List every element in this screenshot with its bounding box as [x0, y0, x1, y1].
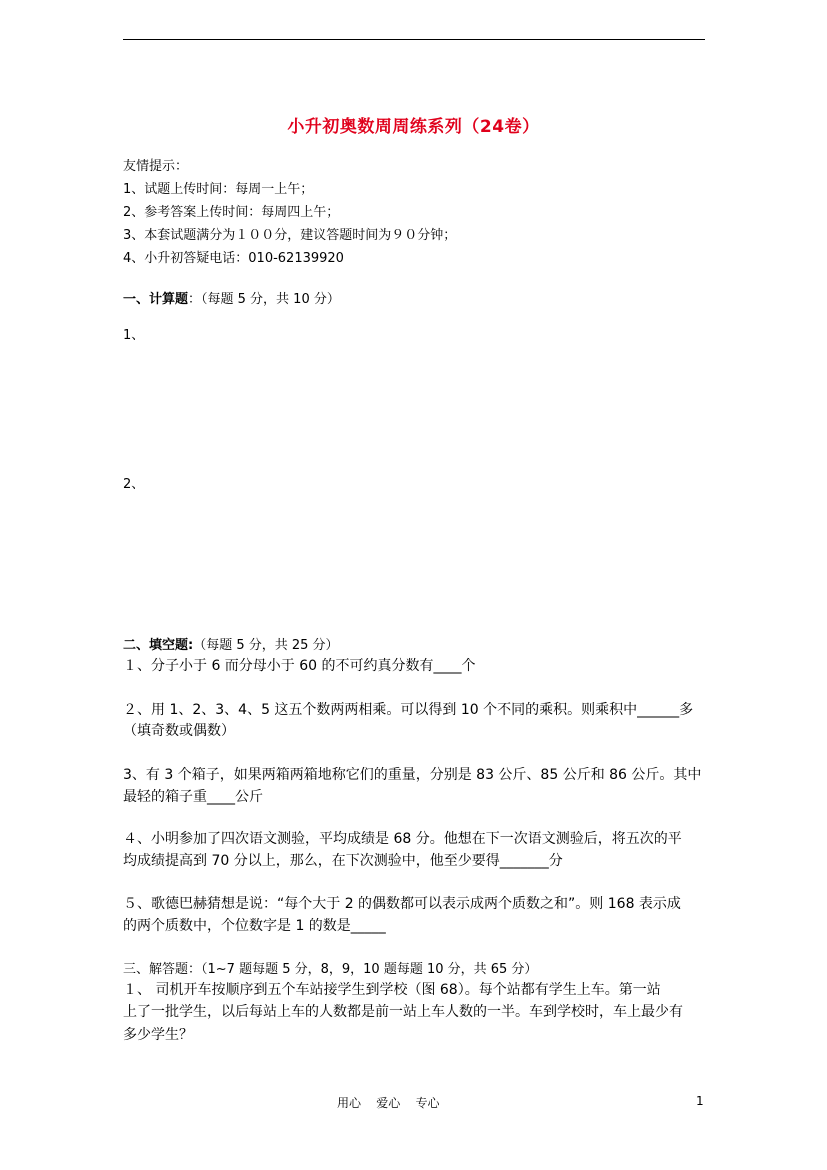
- question-2-1: １、分子小于 6 而分母小于 60 的不可约真分数有____个: [123, 658, 476, 674]
- question-3-1-line3: 多少学生？: [123, 1027, 193, 1043]
- tip-item: 2、参考答案上传时间：每周四上午；: [123, 205, 340, 220]
- section-2-heading: 二、填空题:: [123, 638, 194, 653]
- page-title: 小升初奥数周周练系列（24卷）: [287, 117, 540, 137]
- section-1-heading: 一、计算题: [123, 292, 189, 307]
- question-1-2: 2、: [123, 477, 145, 492]
- section-1-header: [123, 290, 340, 310]
- question-3-1-line2: 上了一批学生，以后每站上车的人数都是前一站上车人数的一半。车到学校时，车上最少有: [123, 1004, 683, 1020]
- question-2-5-line2: 的两个质数中，个位数字是 1 的数是_____: [123, 918, 386, 934]
- section-2-header: [123, 636, 339, 656]
- question-2-3-line2: 最轻的箱子重____公斤: [123, 789, 263, 805]
- question-2-2-line1: ２、用 1、2、3、4、5 这五个数两两相乘。可以得到 10 个不同的乘积。则乘积中______多: [123, 702, 694, 718]
- tip-item: 3、本套试题满分为１００分，建议答题时间为９０分钟；: [123, 228, 457, 243]
- tips-heading: 友情提示：: [123, 159, 189, 174]
- section-2-note: （每题 5 分，共 25 分）: [193, 638, 339, 653]
- question-2-3-line1: 3、有 3 个箱子，如果两箱两箱地称它们的重量，分别是 83 公斤、85 公斤和 86 公斤。其中: [123, 767, 702, 783]
- page-number: 1: [696, 1094, 704, 1108]
- question-3-1-line1: １、 司机开车按顺序到五个车站接学生到学校（图 68）。每个站都有学生上车。第一站: [123, 982, 661, 998]
- header-rule: [123, 39, 705, 40]
- section-1-note: ：（每题 5 分，共 10 分）: [188, 292, 340, 307]
- tip-item: 4、小升初答疑电话：010-62139920: [123, 251, 344, 266]
- question-2-2-line2: （填奇数或偶数）: [123, 723, 235, 739]
- question-1-1: 1、: [123, 328, 145, 343]
- question-2-4-line1: ４、小明参加了四次语文测验，平均成绩是 68 分。他想在下一次语文测验后，将五次的平: [123, 831, 682, 847]
- section-3-heading: 三、解答题：（1~7 题每题 5 分，8，9，10 题每题 10 分，共 65 分）: [123, 962, 538, 977]
- question-2-4-line2: 均成绩提高到 70 分以上，那么，在下次测验中，他至少要得_______分: [123, 853, 563, 869]
- footer-motto: 用心 爱心 专心: [337, 1096, 440, 1110]
- question-2-5-line1: ５、歌德巴赫猜想是说：“每个大于 2 的偶数都可以表示成两个质数之和”。则 168 表示成: [123, 896, 681, 912]
- tip-item: 1、试题上传时间：每周一上午；: [123, 182, 314, 197]
